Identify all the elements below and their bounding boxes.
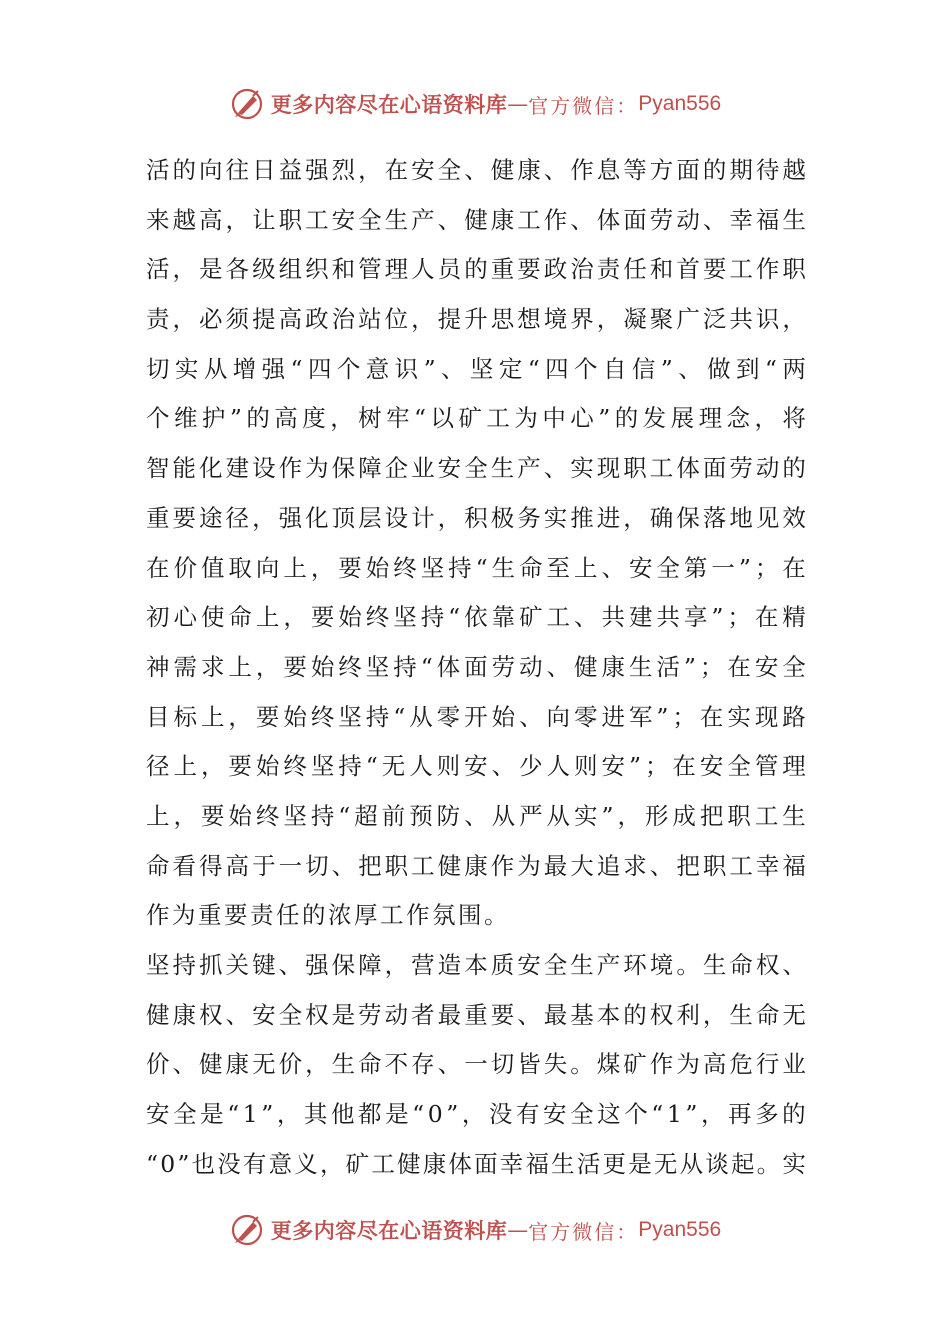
body-text-line: 健 康 权 、 安 全 权 是 劳 动 者 最 重 要 、 最 基 本 的 权 利 ， 生 命 无 (146, 1000, 806, 1029)
body-text-line: 重 要 途 径 ， 强 化 顶 层 设 计 ， 积 极 务 实 推 进 ， 确 保 落 地 见 效 (146, 503, 806, 532)
body-text-line: 上 ， 要 始 终 坚 持 “ 超 前 预 防 、 从 严 从 实 ” ， 形 成 把 职 工 生 (146, 801, 806, 830)
body-text-line: 坚 持 抓 关 键 、 强 保 障 ， 营 造 本 质 安 全 生 产 环 境 。 生 命 权 、 (146, 951, 806, 979)
body-text-line: 命 看 得 高 于 一 切 、 把 职 工 健 康 作 为 最 大 追 求 、 把 职 工 幸 福 (146, 851, 806, 880)
body-text-line: 安 全 是 “ 1 ” ， 其 他 都 是 “ 0 ” ， 没 有 安 全 这 个 “ 1 ” ， 再 多 的 (146, 1100, 806, 1129)
body-text-line: 来 越 高 ， 让 职 工 安 全 生 产 、 健 康 工 作 、 体 面 劳 动 、 幸 福 生 (146, 205, 806, 234)
body-text-line: 切 实 从 增 强 “ 四 个 意 识 ” 、 坚 定 “ 四 个 自 信 ” 、 做 到 “ 两 (146, 354, 806, 383)
body-text-line: 径 上 ， 要 始 终 坚 持 “ 无 人 则 安 、 少 人 则 安 ” ； 在 安 全 管 理 (146, 752, 806, 781)
body-text-line: “ 0 ” 也 没 有 意 义 ， 矿 工 健 康 体 面 幸 福 生 活 更 是 无 从 谈 起 。 实 (146, 1149, 806, 1178)
body-text-line: 活 ， 是 各 级 组 织 和 管 理 人 员 的 重 要 政 治 责 任 和 首 要 工 作 职 (146, 255, 806, 284)
header-dash: — (507, 92, 529, 116)
body-text-line: 作为重要责任的浓厚工作氛围。 (146, 901, 510, 930)
body-text-line: 智 能 化 建 设 作 为 保 障 企 业 安 全 生 产 、 实 现 职 工 体 面 劳 动 的 (146, 454, 806, 483)
footer-wechat-label: 官方微信： (528, 1219, 639, 1244)
pen-nib-logo-icon (229, 1212, 265, 1248)
body-text-line: 个 维 护 ” 的 高 度 ， 树 牢 “ 以 矿 工 为 中 心 ” 的 发 展 理 念 ， 将 (146, 404, 806, 433)
document-body (146, 146, 806, 1189)
body-text-line: 责 ， 必 须 提 高 政 治 站 位 ， 提 升 思 想 境 界 ， 凝 聚 广 泛 共 识 ， (146, 305, 806, 334)
footer-watermark-banner (0, 1210, 950, 1250)
body-text-line: 在 价 值 取 向 上 ， 要 始 终 坚 持 “ 生 命 至 上 、 安 全 第 一 ” ； 在 (146, 553, 806, 582)
header-watermark-banner (0, 84, 950, 124)
footer-site-text: 更多内容尽在心语资料库 (270, 1218, 508, 1243)
footer-dash: — (507, 1218, 529, 1242)
header-site-text: 更多内容尽在心语资料库 (270, 92, 508, 117)
header-wechat-label: 官方微信： (528, 93, 639, 118)
footer-wechat-id: Pyan556 (638, 1218, 722, 1241)
body-text-line: 活 的 向 往 日 益 强 烈 ， 在 安 全 、 健 康 、 作 息 等 方 面 的 期 待 越 (146, 156, 806, 184)
body-text-line: 初 心 使 命 上 ， 要 始 终 坚 持 “ 依 靠 矿 工 、 共 建 共 享 ” ； 在 精 (146, 603, 806, 632)
header-wechat-id: Pyan556 (638, 92, 722, 115)
body-text-line: 目 标 上 ， 要 始 终 坚 持 “ 从 零 开 始 、 向 零 进 军 ” ； 在 实 现 路 (146, 702, 806, 731)
body-text-line: 神 需 求 上 ， 要 始 终 坚 持 “ 体 面 劳 动 、 健 康 生 活 ” ； 在 安 全 (146, 652, 806, 681)
pen-nib-logo-icon (229, 86, 265, 122)
body-text-line: 价 、 健 康 无 价 ， 生 命 不 存 、 一 切 皆 失 。 煤 矿 作 为 高 危 行 业 (146, 1050, 806, 1079)
